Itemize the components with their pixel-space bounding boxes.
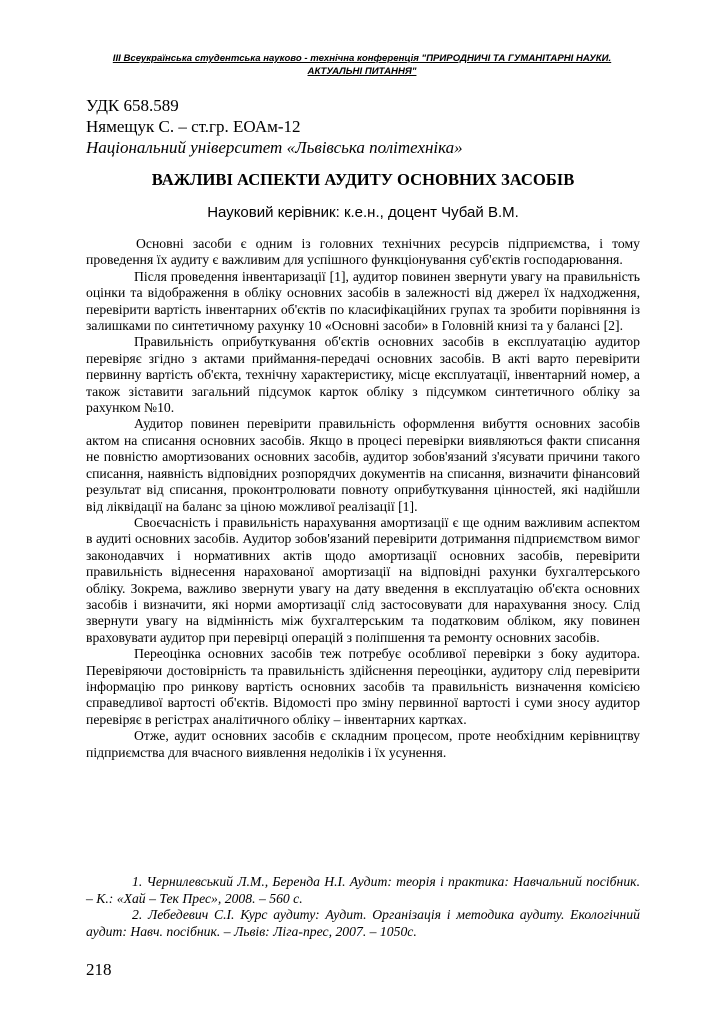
paragraph-5: Своєчасність і правильність нарахування амортизації є ще одним важливим аспектом в аудиті основних засобів. Аудитор зобов'язаний перевірити дотримання підприємством вимог законодавчих і нормативних актів щодо амортизації основних засобів, перевірити правильність віднесення нарахованої амортизації на відповідні рахунки бухгалтерського обліку. Зокрема, важливо звернути увагу на дату введення в експлуатацію об'єкта основних засобів і визначити, які норми амортизації слід застосовувати для нарахування зносу. Слід звернути увагу на відмінність між бухгалтерським та податковим обліком, яку повинен враховувати аудитор при перевірці операцій з поліпшення та ремонту основних засобів. — [86, 514, 640, 645]
paragraph-6: Переоцінка основних засобів теж потребує особливої перевірки з боку аудитора. Перевіряючи достовірність та правильність здійснення переоцінки, аудитору слід перевірити інформацію про ринкову вартість основних засобів та правильність визначення комісією справедливої вартості об'єктів. Відомості про зміну первинної вартості і суми зносу аудитор перевіряє в регістрах аналітичного обліку – інвентарних картках. — [86, 646, 640, 727]
article-body — [86, 236, 640, 761]
conference-header-line2: АКТУАЛЬНІ ПИТАННЯ" — [307, 66, 417, 77]
paragraph-2: Після проведення інвентаризації [1], аудитор повинен звернути увагу на правильність оцінки та відображення в обліку основних засобів в залежності від джерел їх надходження, перевірити вартість інвентарних об'єктів по класифікаційних групах та зробити порівняння із залишками по синтетичному рахунку 10 «Основні засоби» в Головній книзі та у балансі [2]. — [86, 268, 640, 334]
article-title: ВАЖЛИВІ АСПЕКТИ АУДИТУ ОСНОВНИХ ЗАСОБІВ — [151, 170, 575, 189]
affiliation: Національний університет «Львівська політехніка» — [86, 138, 463, 157]
paragraph-4: Аудитор повинен перевірити правильність оформлення вибуття основних засобів актом на списання основних засобів. Якщо в процесі перевірки виявляються факти списання не повністю амортизованих основних засобів, аудитор зобов'язаний з'ясувати причини такого списання, наявність відповідних розпорядчих документів на списання, визначити фінансовий результат від списання, проконтролювати повноту оприбуткування цінностей, які надійшли від ліквідації на баланс за ціною можливої реалізації [1]. — [86, 416, 640, 514]
references — [86, 874, 640, 940]
paragraph-3: Правильність оприбуткування об'єктів основних засобів в експлуатацію аудитор перевіряє згідно з актами приймання-передачі основних засобів. В акті варто перевірити первинну вартість об'єкта, технічну характеристику, місце експлуатації, інвентарний номер, а також зіставити загальний підсумок карток обліку з підсумком синтетичного обліку за рахунком №10. — [86, 334, 640, 416]
reference-2: 2. Лебедевич С.І. Курс аудиту: Аудит. Організація і методика аудиту. Екологічний аудит: Навч. посібник. – Львів: Ліга-прес, 2007. – 1050с. — [86, 907, 640, 939]
page-number: 218 — [86, 960, 112, 979]
paragraph-7: Отже, аудит основних засобів є складним процесом, проте необхідним керівництву підприємства для вчасного виявлення недоліків і їх усунення. — [86, 728, 640, 760]
conference-header-line1: ІІІ Всеукраїнська студентська науково - технічна конференція "ПРИРОДНИЧІ ТА ГУМАНІТАРНІ НАУКИ. — [112, 53, 612, 64]
paragraph-1: Основні засоби є одним із головних технічних ресурсів підприємства, і тому проведення їх аудиту є важливим для успішного функціонування суб'єктів господарювання. — [86, 236, 640, 268]
supervisor-line: Науковий керівник: к.е.н., доцент Чубай В.М. — [207, 204, 519, 221]
reference-1: 1. Чернилевський Л.М., Беренда Н.І. Аудит: теорія і практика: Навчальний посібник. – К.: «Хай – Тек Прес», 2008. – 560 с. — [86, 874, 640, 906]
udc-code: УДК 658.589 — [86, 96, 179, 115]
article-meta — [86, 95, 646, 158]
author-line: Нямещук С. – ст.гр. ЕОАм-12 — [86, 117, 301, 136]
conference-header — [84, 52, 640, 78]
